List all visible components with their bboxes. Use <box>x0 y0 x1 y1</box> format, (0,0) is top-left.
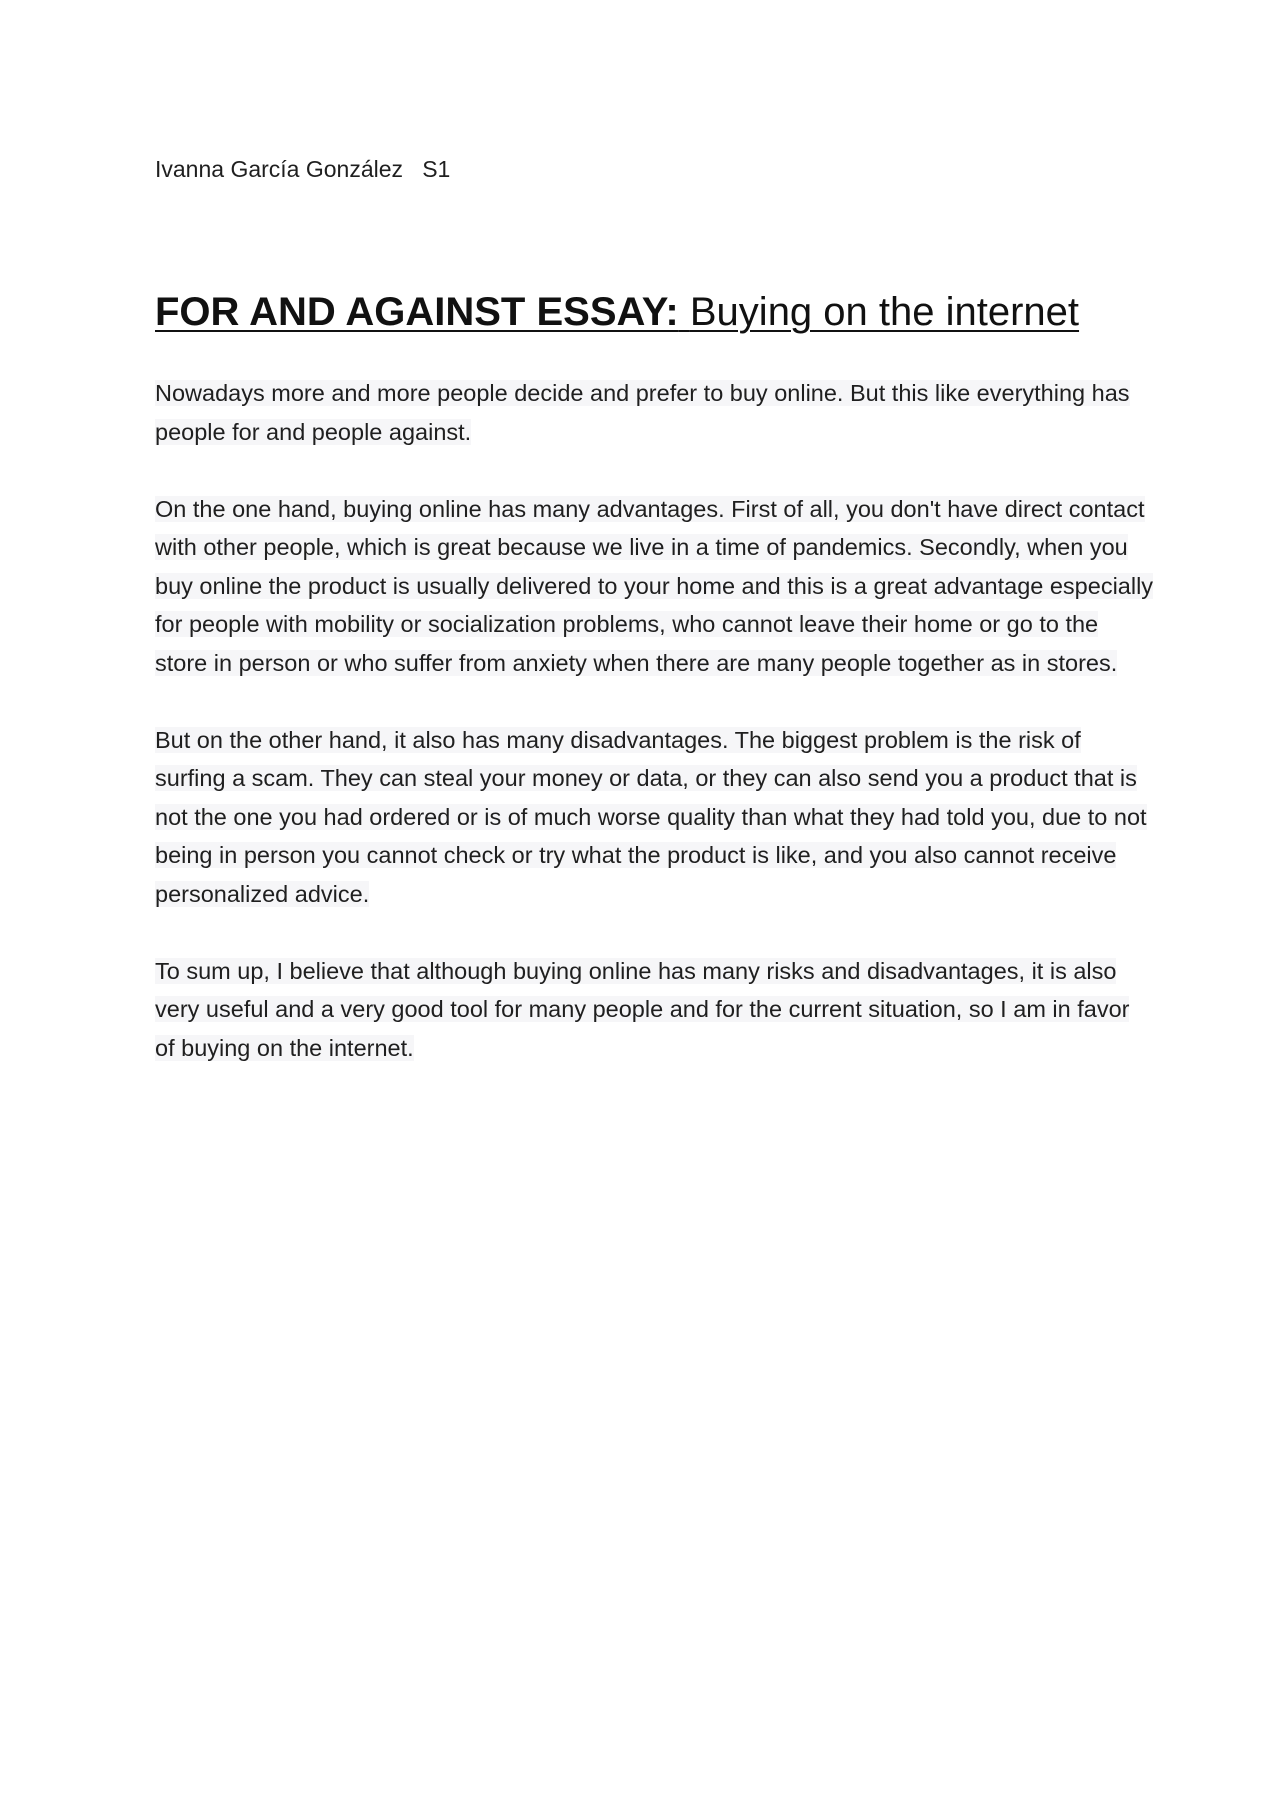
paragraph-introduction <box>155 374 1155 451</box>
section-code: S1 <box>422 156 451 182</box>
paragraph-text: But on the other hand, it also has many disadvantages. The biggest problem is the risk of surfing a scam. They can steal your money or data, or they can also send you a product that is not the one you had ordered or is of much worse quality than what they had told you, due to not being in person you cannot check or try what the product is like, and you also cannot receive personalized advice. <box>155 726 1147 907</box>
paragraph-conclusion <box>155 952 1155 1068</box>
paragraph-disadvantages <box>155 721 1155 914</box>
paragraph-text: To sum up, I believe that although buying online has many risks and disadvantages, it is also very useful and a very good tool for many people and for the current situation, so I am in favor of buying on the internet. <box>155 957 1130 1061</box>
essay-title-rest: Buying on the internet <box>689 290 1080 334</box>
author-name: Ivanna García González <box>155 156 404 182</box>
paragraph-advantages <box>155 490 1155 683</box>
essay-title-bold: FOR AND AGAINST ESSAY: <box>155 290 679 334</box>
essay-body <box>155 374 1155 1067</box>
document-page <box>155 152 1155 1106</box>
paragraph-text: On the one hand, buying online has many advantages. First of all, you don't have direct contact with other people, which is great because we live in a time of pandemics. Secondly, when you buy online the product is usually delivered to your home and this is a great advantage especially for people with mobility or socialization problems, who cannot leave their home or go to the store in person or who suffer from anxiety when there are many people together as in stores. <box>155 495 1154 676</box>
essay-title <box>155 280 1155 344</box>
paragraph-text: Nowadays more and more people decide and prefer to buy online. But this like everything has people for and people against. <box>155 380 1130 445</box>
author-line <box>155 152 1155 186</box>
